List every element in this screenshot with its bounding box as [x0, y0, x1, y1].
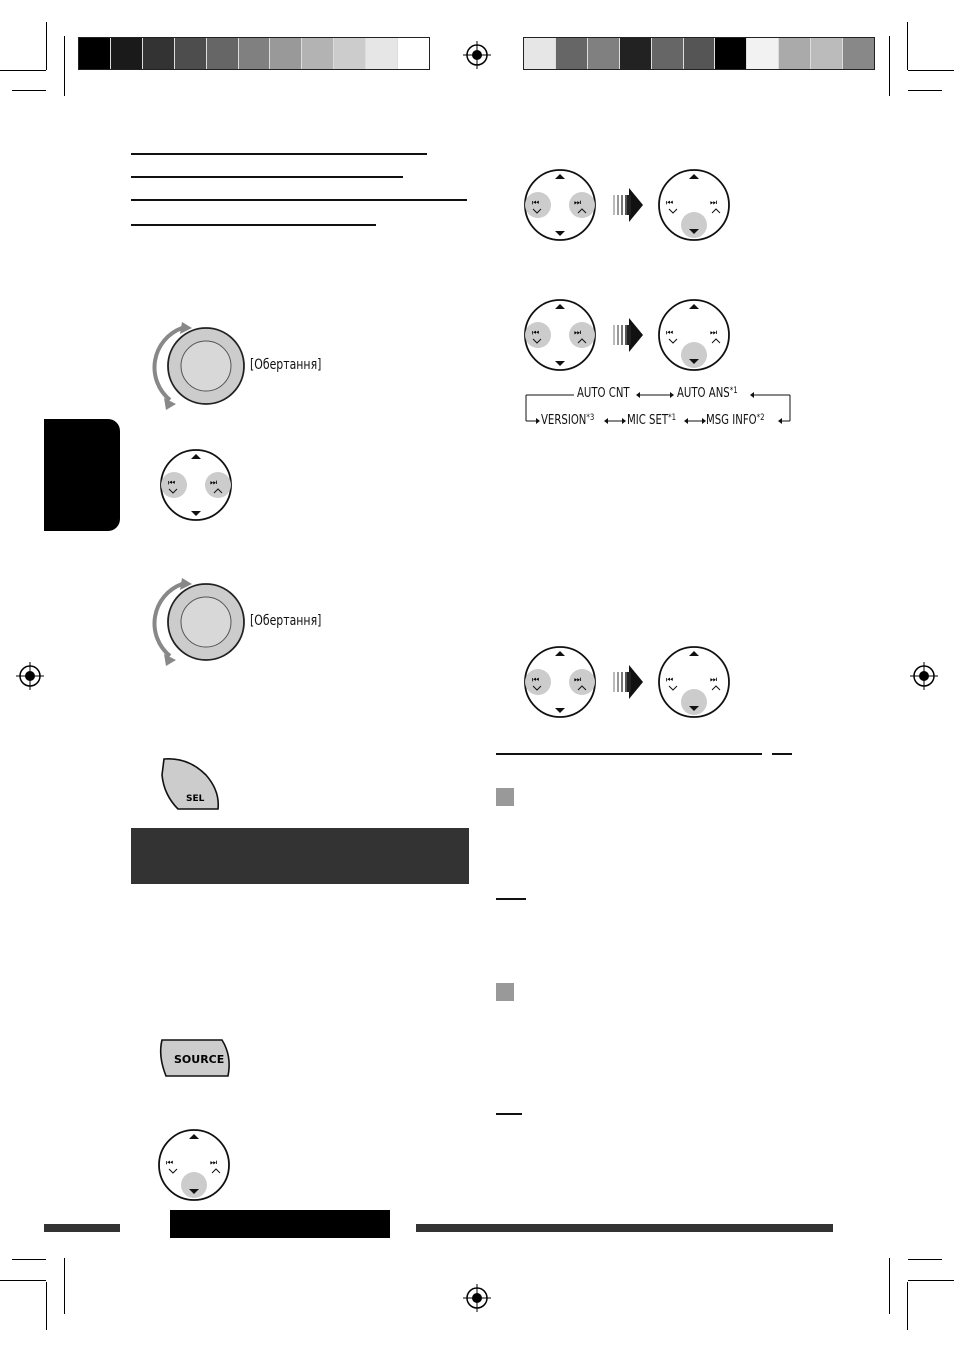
bullet-square — [496, 983, 514, 1001]
text-underline — [131, 199, 467, 201]
color-swatch — [555, 38, 587, 69]
color-swatch — [619, 38, 651, 69]
svg-text:⏭: ⏭ — [574, 328, 582, 337]
crop-mark — [46, 22, 47, 70]
menu-item-version: VERSION$^{*3}$ — [541, 413, 595, 428]
footer-bar — [416, 1224, 833, 1232]
crop-mark — [889, 36, 890, 96]
registration-mark-icon — [910, 662, 938, 690]
source-button[interactable] — [156, 1036, 236, 1082]
page-number-box — [170, 1210, 390, 1238]
next-arrow-icon — [611, 188, 645, 222]
text-underline — [496, 753, 762, 755]
control-dial-icon — [152, 320, 252, 412]
color-swatch — [587, 38, 619, 69]
color-swatch — [333, 38, 365, 69]
color-swatch — [746, 38, 778, 69]
color-swatch — [810, 38, 842, 69]
section-header-box — [131, 828, 469, 884]
menu-item-auto-ans: AUTO ANS$^{*1}$ — [677, 386, 738, 401]
sel-button-label: SEL — [186, 794, 205, 804]
svg-text:⏭: ⏭ — [710, 675, 718, 684]
color-calibration-bar-right — [523, 37, 875, 70]
direction-pad-icon — [656, 644, 732, 720]
crop-mark — [12, 1259, 46, 1260]
crop-mark — [12, 90, 46, 91]
direction-pad-icon — [656, 297, 732, 373]
direction-pad-icon — [156, 1127, 232, 1203]
rotate-label: [Обертання] — [250, 613, 322, 629]
registration-mark-icon — [463, 1284, 491, 1312]
svg-text:⏮: ⏮ — [532, 675, 540, 684]
direction-pad-icon — [522, 644, 598, 720]
text-underline — [772, 753, 792, 755]
svg-text:⏮: ⏮ — [168, 478, 176, 487]
registration-mark-icon — [463, 41, 491, 69]
crop-mark — [0, 70, 46, 71]
menu-item-auto-cnt: AUTO CNT — [577, 386, 630, 401]
color-swatch — [842, 38, 874, 69]
crop-mark — [889, 1258, 890, 1314]
color-swatch — [524, 38, 555, 69]
direction-pad-icon — [522, 297, 598, 373]
svg-text:⏮: ⏮ — [666, 198, 674, 207]
text-underline — [496, 1113, 522, 1115]
svg-text:⏮: ⏮ — [166, 1158, 174, 1167]
crop-mark — [908, 70, 954, 71]
svg-text:⏮: ⏮ — [532, 328, 540, 337]
crop-mark — [64, 1258, 65, 1314]
crop-mark — [908, 1280, 954, 1281]
next-arrow-icon — [611, 665, 645, 699]
color-swatch — [79, 38, 110, 69]
color-swatch — [397, 38, 429, 69]
crop-mark — [908, 90, 942, 91]
svg-text:⏮: ⏮ — [532, 198, 540, 207]
registration-mark-icon — [16, 662, 44, 690]
color-swatch — [110, 38, 142, 69]
sel-button[interactable] — [158, 755, 222, 813]
crop-mark — [907, 22, 908, 70]
color-swatch — [683, 38, 715, 69]
text-underline — [131, 176, 403, 178]
color-swatch — [301, 38, 333, 69]
color-swatch — [174, 38, 206, 69]
crop-mark — [0, 1280, 46, 1281]
crop-mark — [907, 1282, 908, 1330]
source-button-label: SOURCE — [174, 1053, 225, 1066]
menu-item-msg-info: MSG INFO$^{*2}$ — [706, 413, 765, 428]
crop-mark — [64, 36, 65, 96]
color-swatch — [651, 38, 683, 69]
color-swatch — [142, 38, 174, 69]
svg-text:⏮: ⏮ — [666, 675, 674, 684]
direction-pad-icon — [522, 167, 598, 243]
color-swatch — [206, 38, 238, 69]
text-underline — [131, 224, 376, 226]
svg-text:⏭: ⏭ — [710, 328, 718, 337]
color-calibration-bar-left — [78, 37, 430, 70]
color-swatch — [778, 38, 810, 69]
menu-item-mic-set: MIC SET$^{*1}$ — [627, 413, 677, 428]
svg-text:⏭: ⏭ — [574, 198, 582, 207]
crop-mark — [908, 1259, 942, 1260]
color-swatch — [269, 38, 301, 69]
text-underline — [131, 153, 427, 155]
control-dial-icon — [152, 576, 252, 668]
svg-text:⏭: ⏭ — [574, 675, 582, 684]
svg-text:⏭: ⏭ — [710, 198, 718, 207]
color-swatch — [714, 38, 746, 69]
svg-text:⏭: ⏭ — [210, 1158, 218, 1167]
crop-mark — [46, 1282, 47, 1330]
svg-text:⏮: ⏮ — [666, 328, 674, 337]
color-swatch — [238, 38, 270, 69]
footer-bar — [44, 1224, 120, 1232]
language-tab — [44, 419, 120, 531]
direction-pad-icon — [656, 167, 732, 243]
svg-text:⏭: ⏭ — [210, 478, 218, 487]
direction-pad-icon — [158, 447, 234, 523]
color-swatch — [365, 38, 397, 69]
rotate-label: [Обертання] — [250, 357, 322, 373]
text-underline — [496, 898, 526, 900]
next-arrow-icon — [611, 318, 645, 352]
bullet-square — [496, 788, 514, 806]
